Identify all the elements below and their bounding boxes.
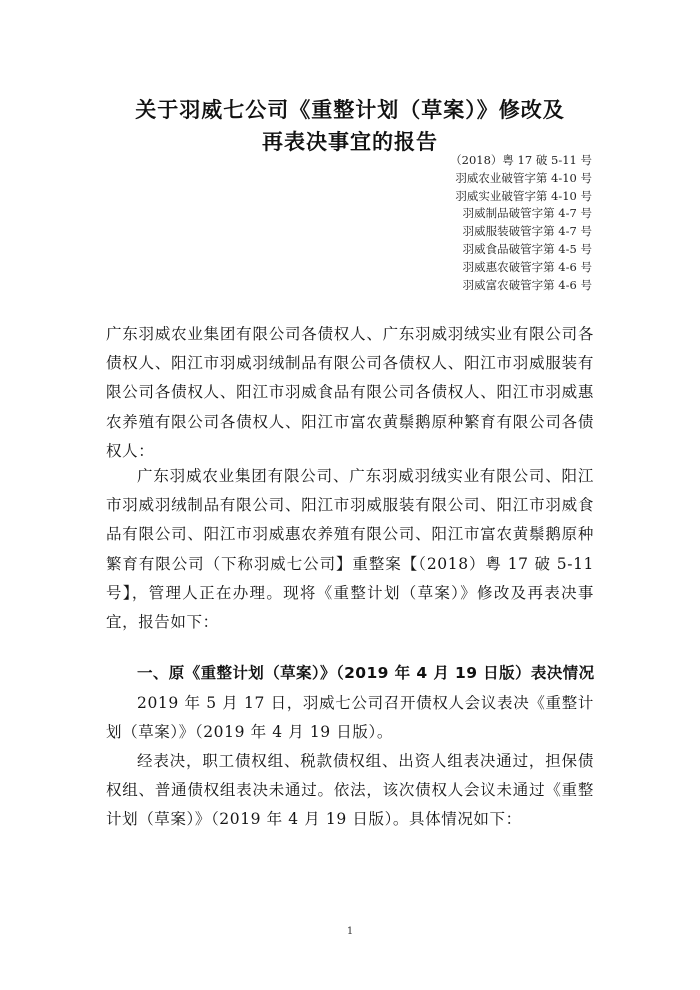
intro-paragraph: 广东羽威农业集团有限公司、广东羽威羽绒实业有限公司、阳江市羽威羽绒制品有限公司、阳江市羽威服装有限公司、阳江市羽威食品有限公司、阳江市羽威惠农养殖有限公司、阳江市富农黄鬃鹅原种繁育有限公司（下称羽威七公司】重整案【（2018）粤 17 破 5-11 号】，管理人正在办理。现将《重整计划（草案）》修改及再表决事宜，报告如下：	[106, 467, 594, 632]
reference-number: 羽威实业破管字第 4-10 号	[455, 188, 592, 203]
reference-number: 羽威农业破管字第 4-10 号	[455, 170, 592, 185]
reference-number: 羽威食品破管字第 4-5 号	[462, 241, 592, 256]
report-title-line-2: 再表决事宜的报告	[262, 130, 438, 154]
report-title-line-1: 关于羽威七公司《重整计划（草案）》修改及	[135, 98, 565, 122]
reference-number: 羽威富农破管字第 4-6 号	[462, 277, 592, 292]
page-number: 1	[346, 926, 354, 937]
reference-number: 羽威制品破管字第 4-7 号	[462, 206, 592, 221]
reference-number: （2018）粤 17 破 5-11 号	[450, 153, 592, 167]
section-heading: 一、原《重整计划（草案）》（2019 年 4 月 19 日版）表决情况	[137, 664, 595, 682]
reference-numbers	[450, 152, 592, 294]
reference-number: 羽威惠农破管字第 4-6 号	[462, 259, 592, 274]
body-paragraph: 2019 年 5 月 17 日，羽威七公司召开债权人会议表决《重整计划（草案）》（2019 年 4 月 19 日版）。	[106, 694, 594, 742]
addressee-paragraph: 广东羽威农业集团有限公司各债权人、广东羽威羽绒实业有限公司各债权人、阳江市羽威羽绒制品有限公司各债权人、阳江市羽威服装有限公司各债权人、阳江市羽威食品有限公司各债权人、阳江市羽威惠农养殖有限公司各债权人、阳江市富农黄鬃鹅原种繁育有限公司各债权人：	[106, 325, 594, 460]
reference-number: 羽威服装破管字第 4-7 号	[462, 224, 592, 239]
body-paragraph: 经表决，职工债权组、税款债权组、出资人组表决通过，担保债权组、普通债权组表决未通过。依法，该次债权人会议未通过《重整计划（草案）》（2019 年 4 月 19 日版）。具体情况如下：	[106, 752, 594, 829]
